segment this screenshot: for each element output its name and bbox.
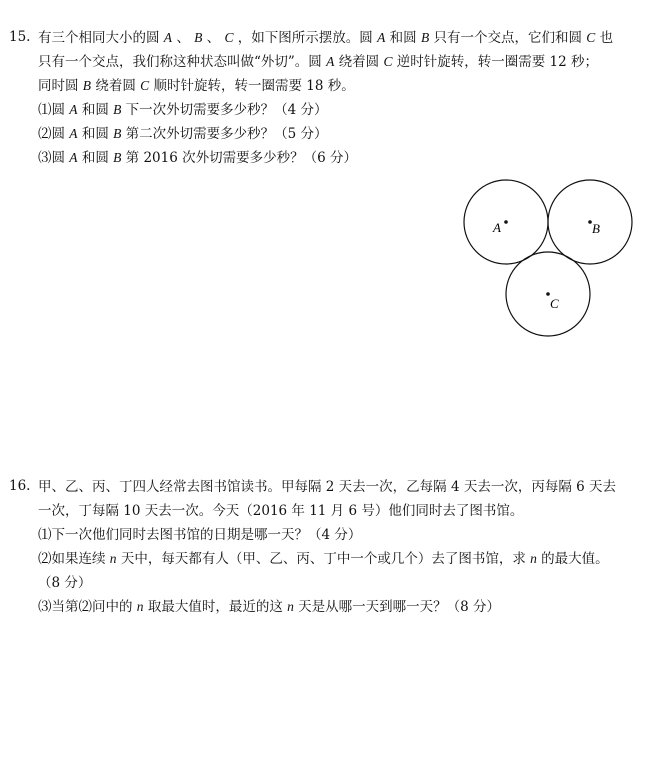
center-a-dot [504,220,508,224]
sub-question-1: ⑴下一次他们同时去图书馆的日期是哪一天？（4 分） [38,527,362,543]
sub-question-1: ⑴圆 A 和圆 B 下一次外切需要多少秒？（4 分） [38,102,328,118]
sub-question-2: ⑵圆 A 和圆 B 第二次外切需要多少秒？（5 分） [38,126,328,142]
label-c: C [550,296,559,311]
sub-question-3: ⑶当第⑵问中的 n 取最大值时，最近的这 n 天是从哪一天到哪一天？（8 分） [38,599,501,615]
text-line: 一次，丁每隔 10 天去一次。今天（2016 年 11 月 6 号）他们同时去了图书馆。 [38,503,524,519]
text-line: 甲、乙、丙、丁四人经常去图书馆读书。甲每隔 2 天去一次，乙每隔 4 天去一次，丙每隔 6 天去 [38,479,617,495]
text-line: 只有一个交点，我们称这种状态叫做“外切”。圆 A 绕着圆 C 逆时针旋转，转一圈需要 12 秒； [38,54,599,70]
sub-question-2: ⑵如果连续 n 天中，每天都有人（甲、乙、丙、丁中一个或几个）去了图书馆，求 n 的最大值。 [38,551,609,567]
text-line: 同时圆 B 绕着圆 C 顺时针旋转，转一圈需要 18 秒。 [38,78,355,94]
problem-number: 16. [9,478,31,494]
label-a: A [493,220,501,235]
sub-question-2-points: （8 分） [38,575,92,591]
three-circles-figure [460,176,636,340]
sub-question-3: ⑶圆 A 和圆 B 第 2016 次外切需要多少秒？（6 分） [38,150,358,166]
text-line: 有三个相同大小的圆 A 、 B 、 C ，如下图所示摆放。圆 A 和圆 B 只有一个交点，它们和圆 C 也 [38,30,614,46]
label-b: B [592,221,600,236]
problem-number: 15. [9,29,31,45]
